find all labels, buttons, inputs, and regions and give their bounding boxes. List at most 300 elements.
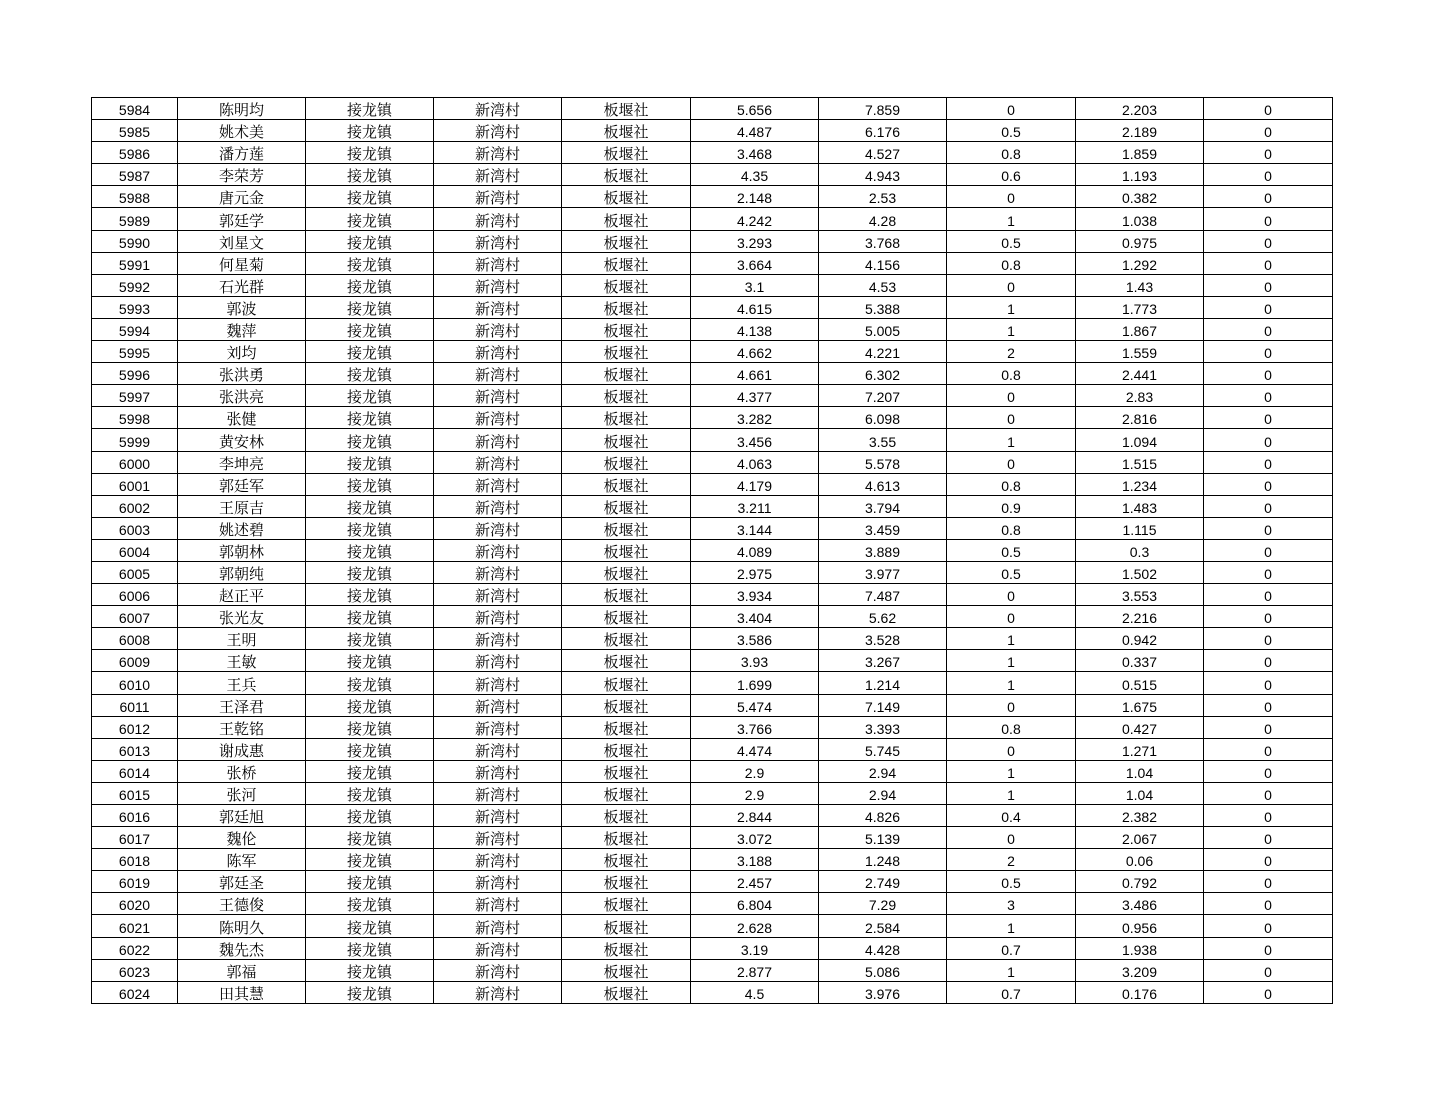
cell-value-b: 6.098	[819, 407, 947, 429]
cell-town: 接龙镇	[306, 584, 434, 606]
cell-person-name: 黄安林	[178, 429, 306, 451]
cell-person-name: 刘均	[178, 341, 306, 363]
cell-village: 新湾村	[434, 539, 562, 561]
cell-village: 新湾村	[434, 230, 562, 252]
cell-group: 板堰社	[562, 429, 691, 451]
table-row	[92, 98, 1333, 120]
cell-person-name: 李坤亮	[178, 451, 306, 473]
cell-town: 接龙镇	[306, 252, 434, 274]
table-row	[92, 782, 1333, 804]
cell-value-a: 2.844	[691, 805, 819, 827]
cell-value-a: 4.063	[691, 451, 819, 473]
cell-row-id: 5997	[92, 385, 178, 407]
cell-value-a: 3.664	[691, 252, 819, 274]
cell-value-b: 4.28	[819, 208, 947, 230]
cell-value-a: 3.1	[691, 274, 819, 296]
cell-town: 接龙镇	[306, 296, 434, 318]
cell-village: 新湾村	[434, 871, 562, 893]
cell-value-c: 1	[947, 915, 1076, 937]
cell-person-name: 王敏	[178, 650, 306, 672]
cell-value-d: 1.938	[1076, 937, 1204, 959]
table-row	[92, 274, 1333, 296]
cell-town: 接龙镇	[306, 517, 434, 539]
cell-value-d: 0.382	[1076, 186, 1204, 208]
table-row	[92, 539, 1333, 561]
cell-village: 新湾村	[434, 517, 562, 539]
cell-town: 接龙镇	[306, 827, 434, 849]
cell-value-a: 4.474	[691, 738, 819, 760]
table-row	[92, 871, 1333, 893]
table-row	[92, 672, 1333, 694]
cell-value-c: 2	[947, 341, 1076, 363]
cell-value-c: 1	[947, 650, 1076, 672]
cell-group: 板堰社	[562, 805, 691, 827]
cell-value-a: 5.474	[691, 694, 819, 716]
cell-town: 接龙镇	[306, 539, 434, 561]
cell-value-e: 0	[1204, 451, 1333, 473]
cell-person-name: 王兵	[178, 672, 306, 694]
cell-row-id: 5990	[92, 230, 178, 252]
cell-value-c: 1	[947, 208, 1076, 230]
cell-row-id: 6011	[92, 694, 178, 716]
cell-value-c: 0	[947, 738, 1076, 760]
cell-town: 接龙镇	[306, 186, 434, 208]
cell-village: 新湾村	[434, 296, 562, 318]
cell-town: 接龙镇	[306, 782, 434, 804]
cell-group: 板堰社	[562, 473, 691, 495]
table-row	[92, 849, 1333, 871]
cell-value-b: 3.889	[819, 539, 947, 561]
cell-village: 新湾村	[434, 738, 562, 760]
cell-value-c: 0.4	[947, 805, 1076, 827]
cell-value-c: 0.8	[947, 252, 1076, 274]
cell-value-a: 2.877	[691, 959, 819, 981]
cell-town: 接龙镇	[306, 142, 434, 164]
cell-town: 接龙镇	[306, 805, 434, 827]
cell-person-name: 张河	[178, 782, 306, 804]
cell-value-c: 0	[947, 827, 1076, 849]
cell-value-d: 0.176	[1076, 981, 1204, 1003]
cell-row-id: 6018	[92, 849, 178, 871]
cell-village: 新湾村	[434, 672, 562, 694]
cell-value-d: 1.04	[1076, 760, 1204, 782]
table-row	[92, 252, 1333, 274]
cell-town: 接龙镇	[306, 628, 434, 650]
cell-value-b: 5.578	[819, 451, 947, 473]
cell-village: 新湾村	[434, 451, 562, 473]
cell-value-b: 7.207	[819, 385, 947, 407]
cell-value-a: 6.804	[691, 893, 819, 915]
cell-village: 新湾村	[434, 694, 562, 716]
cell-person-name: 何星菊	[178, 252, 306, 274]
cell-value-d: 1.515	[1076, 451, 1204, 473]
cell-value-d: 0.942	[1076, 628, 1204, 650]
cell-village: 新湾村	[434, 915, 562, 937]
cell-village: 新湾村	[434, 716, 562, 738]
cell-value-c: 0.7	[947, 937, 1076, 959]
cell-village: 新湾村	[434, 584, 562, 606]
cell-town: 接龙镇	[306, 385, 434, 407]
cell-town: 接龙镇	[306, 716, 434, 738]
cell-value-b: 5.139	[819, 827, 947, 849]
cell-person-name: 谢成惠	[178, 738, 306, 760]
cell-group: 板堰社	[562, 318, 691, 340]
cell-value-e: 0	[1204, 738, 1333, 760]
table-row	[92, 142, 1333, 164]
cell-value-c: 2	[947, 849, 1076, 871]
cell-value-a: 4.138	[691, 318, 819, 340]
table-row	[92, 959, 1333, 981]
cell-person-name: 张洪亮	[178, 385, 306, 407]
cell-person-name: 张桥	[178, 760, 306, 782]
cell-value-b: 3.55	[819, 429, 947, 451]
cell-person-name: 郭廷军	[178, 473, 306, 495]
cell-group: 板堰社	[562, 186, 691, 208]
cell-value-e: 0	[1204, 760, 1333, 782]
table-row	[92, 937, 1333, 959]
cell-value-e: 0	[1204, 274, 1333, 296]
cell-value-c: 0	[947, 694, 1076, 716]
cell-value-c: 0.9	[947, 495, 1076, 517]
cell-person-name: 李荣芳	[178, 164, 306, 186]
cell-value-c: 1	[947, 429, 1076, 451]
cell-value-a: 5.656	[691, 98, 819, 120]
cell-row-id: 6020	[92, 893, 178, 915]
cell-row-id: 6007	[92, 606, 178, 628]
cell-value-d: 1.271	[1076, 738, 1204, 760]
cell-row-id: 5984	[92, 98, 178, 120]
cell-value-c: 1	[947, 959, 1076, 981]
cell-value-d: 1.234	[1076, 473, 1204, 495]
cell-person-name: 郭朝林	[178, 539, 306, 561]
cell-town: 接龙镇	[306, 407, 434, 429]
cell-village: 新湾村	[434, 341, 562, 363]
cell-row-id: 6024	[92, 981, 178, 1003]
cell-row-id: 5999	[92, 429, 178, 451]
cell-value-b: 3.794	[819, 495, 947, 517]
cell-value-a: 3.93	[691, 650, 819, 672]
cell-value-a: 3.144	[691, 517, 819, 539]
cell-value-d: 3.553	[1076, 584, 1204, 606]
cell-value-a: 4.662	[691, 341, 819, 363]
cell-row-id: 5986	[92, 142, 178, 164]
cell-group: 板堰社	[562, 650, 691, 672]
cell-person-name: 田其慧	[178, 981, 306, 1003]
cell-value-b: 2.94	[819, 782, 947, 804]
cell-person-name: 张光友	[178, 606, 306, 628]
cell-value-e: 0	[1204, 805, 1333, 827]
table-row	[92, 760, 1333, 782]
cell-group: 板堰社	[562, 208, 691, 230]
cell-value-c: 0	[947, 407, 1076, 429]
cell-group: 板堰社	[562, 782, 691, 804]
table-row	[92, 341, 1333, 363]
cell-village: 新湾村	[434, 561, 562, 583]
cell-village: 新湾村	[434, 981, 562, 1003]
cell-value-b: 5.388	[819, 296, 947, 318]
cell-value-a: 4.5	[691, 981, 819, 1003]
cell-value-e: 0	[1204, 782, 1333, 804]
cell-village: 新湾村	[434, 827, 562, 849]
cell-value-e: 0	[1204, 98, 1333, 120]
cell-value-a: 4.242	[691, 208, 819, 230]
cell-town: 接龙镇	[306, 429, 434, 451]
cell-value-e: 0	[1204, 650, 1333, 672]
cell-town: 接龙镇	[306, 672, 434, 694]
cell-town: 接龙镇	[306, 495, 434, 517]
cell-value-d: 2.83	[1076, 385, 1204, 407]
cell-village: 新湾村	[434, 959, 562, 981]
cell-value-d: 2.216	[1076, 606, 1204, 628]
table-row	[92, 495, 1333, 517]
cell-row-id: 5991	[92, 252, 178, 274]
cell-value-c: 0.8	[947, 716, 1076, 738]
cell-value-d: 2.067	[1076, 827, 1204, 849]
cell-value-d: 1.04	[1076, 782, 1204, 804]
cell-value-b: 3.528	[819, 628, 947, 650]
cell-group: 板堰社	[562, 164, 691, 186]
cell-value-b: 3.267	[819, 650, 947, 672]
cell-value-c: 0.5	[947, 561, 1076, 583]
cell-group: 板堰社	[562, 672, 691, 694]
cell-group: 板堰社	[562, 407, 691, 429]
cell-value-e: 0	[1204, 871, 1333, 893]
cell-person-name: 石光群	[178, 274, 306, 296]
cell-village: 新湾村	[434, 606, 562, 628]
cell-value-e: 0	[1204, 517, 1333, 539]
cell-row-id: 6013	[92, 738, 178, 760]
cell-town: 接龙镇	[306, 120, 434, 142]
cell-town: 接龙镇	[306, 230, 434, 252]
cell-value-d: 1.483	[1076, 495, 1204, 517]
cell-value-e: 0	[1204, 296, 1333, 318]
table-row	[92, 827, 1333, 849]
cell-row-id: 5995	[92, 341, 178, 363]
cell-person-name: 陈明久	[178, 915, 306, 937]
table-row	[92, 407, 1333, 429]
cell-person-name: 王乾铭	[178, 716, 306, 738]
cell-row-id: 6016	[92, 805, 178, 827]
cell-row-id: 6023	[92, 959, 178, 981]
table-row	[92, 451, 1333, 473]
cell-value-a: 4.487	[691, 120, 819, 142]
cell-value-b: 5.745	[819, 738, 947, 760]
cell-row-id: 5985	[92, 120, 178, 142]
cell-value-c: 0	[947, 274, 1076, 296]
cell-person-name: 郭廷圣	[178, 871, 306, 893]
cell-group: 板堰社	[562, 760, 691, 782]
cell-value-b: 4.527	[819, 142, 947, 164]
cell-village: 新湾村	[434, 164, 562, 186]
cell-row-id: 6019	[92, 871, 178, 893]
cell-person-name: 唐元金	[178, 186, 306, 208]
cell-value-b: 5.005	[819, 318, 947, 340]
cell-value-d: 2.816	[1076, 407, 1204, 429]
cell-person-name: 王明	[178, 628, 306, 650]
cell-value-e: 0	[1204, 495, 1333, 517]
cell-row-id: 6010	[92, 672, 178, 694]
table-row	[92, 893, 1333, 915]
cell-value-e: 0	[1204, 694, 1333, 716]
cell-person-name: 魏伦	[178, 827, 306, 849]
cell-row-id: 6014	[92, 760, 178, 782]
cell-value-b: 4.943	[819, 164, 947, 186]
cell-value-c: 1	[947, 672, 1076, 694]
table-row	[92, 716, 1333, 738]
cell-town: 接龙镇	[306, 871, 434, 893]
cell-value-a: 3.188	[691, 849, 819, 871]
table-row	[92, 385, 1333, 407]
cell-village: 新湾村	[434, 782, 562, 804]
cell-value-c: 1	[947, 760, 1076, 782]
cell-town: 接龙镇	[306, 98, 434, 120]
cell-person-name: 姚术美	[178, 120, 306, 142]
cell-row-id: 5996	[92, 363, 178, 385]
cell-group: 板堰社	[562, 584, 691, 606]
cell-town: 接龙镇	[306, 738, 434, 760]
cell-value-d: 0.956	[1076, 915, 1204, 937]
cell-value-c: 0.5	[947, 539, 1076, 561]
cell-group: 板堰社	[562, 849, 691, 871]
cell-value-e: 0	[1204, 473, 1333, 495]
cell-value-b: 2.584	[819, 915, 947, 937]
cell-value-b: 4.53	[819, 274, 947, 296]
cell-value-a: 3.19	[691, 937, 819, 959]
cell-value-b: 4.613	[819, 473, 947, 495]
cell-value-e: 0	[1204, 385, 1333, 407]
cell-town: 接龙镇	[306, 451, 434, 473]
cell-value-d: 0.3	[1076, 539, 1204, 561]
cell-value-a: 3.586	[691, 628, 819, 650]
cell-value-d: 1.43	[1076, 274, 1204, 296]
cell-row-id: 6022	[92, 937, 178, 959]
cell-value-a: 2.975	[691, 561, 819, 583]
table-row	[92, 473, 1333, 495]
cell-value-d: 1.859	[1076, 142, 1204, 164]
cell-group: 板堰社	[562, 252, 691, 274]
table-row	[92, 694, 1333, 716]
cell-town: 接龙镇	[306, 341, 434, 363]
cell-town: 接龙镇	[306, 164, 434, 186]
cell-value-d: 1.115	[1076, 517, 1204, 539]
cell-group: 板堰社	[562, 274, 691, 296]
cell-row-id: 6021	[92, 915, 178, 937]
cell-value-c: 0.5	[947, 230, 1076, 252]
cell-town: 接龙镇	[306, 650, 434, 672]
cell-value-a: 2.9	[691, 782, 819, 804]
table-row	[92, 517, 1333, 539]
cell-value-e: 0	[1204, 959, 1333, 981]
cell-value-c: 0.6	[947, 164, 1076, 186]
cell-value-a: 4.089	[691, 539, 819, 561]
cell-group: 板堰社	[562, 716, 691, 738]
cell-person-name: 魏萍	[178, 318, 306, 340]
cell-value-e: 0	[1204, 164, 1333, 186]
cell-value-b: 3.976	[819, 981, 947, 1003]
cell-value-c: 1	[947, 318, 1076, 340]
cell-village: 新湾村	[434, 186, 562, 208]
cell-group: 板堰社	[562, 606, 691, 628]
cell-value-e: 0	[1204, 937, 1333, 959]
cell-value-e: 0	[1204, 230, 1333, 252]
cell-value-c: 1	[947, 782, 1076, 804]
cell-value-c: 0.8	[947, 473, 1076, 495]
cell-value-a: 2.457	[691, 871, 819, 893]
cell-group: 板堰社	[562, 893, 691, 915]
cell-value-b: 3.977	[819, 561, 947, 583]
table-row	[92, 606, 1333, 628]
cell-value-b: 7.859	[819, 98, 947, 120]
cell-value-e: 0	[1204, 208, 1333, 230]
cell-row-id: 5998	[92, 407, 178, 429]
cell-value-d: 3.486	[1076, 893, 1204, 915]
cell-row-id: 6012	[92, 716, 178, 738]
cell-value-e: 0	[1204, 893, 1333, 915]
cell-group: 板堰社	[562, 738, 691, 760]
cell-value-e: 0	[1204, 981, 1333, 1003]
cell-value-d: 2.203	[1076, 98, 1204, 120]
cell-town: 接龙镇	[306, 473, 434, 495]
cell-value-d: 1.559	[1076, 341, 1204, 363]
cell-town: 接龙镇	[306, 606, 434, 628]
cell-value-d: 0.06	[1076, 849, 1204, 871]
cell-value-e: 0	[1204, 363, 1333, 385]
cell-village: 新湾村	[434, 495, 562, 517]
cell-group: 板堰社	[562, 363, 691, 385]
cell-value-c: 0.7	[947, 981, 1076, 1003]
cell-value-a: 3.934	[691, 584, 819, 606]
cell-village: 新湾村	[434, 760, 562, 782]
cell-value-c: 0.8	[947, 142, 1076, 164]
cell-value-a: 2.148	[691, 186, 819, 208]
cell-value-e: 0	[1204, 318, 1333, 340]
cell-value-e: 0	[1204, 120, 1333, 142]
cell-value-c: 0.5	[947, 120, 1076, 142]
cell-value-e: 0	[1204, 429, 1333, 451]
cell-town: 接龙镇	[306, 981, 434, 1003]
data-table	[91, 97, 1333, 1004]
cell-row-id: 6005	[92, 561, 178, 583]
cell-value-c: 1	[947, 628, 1076, 650]
cell-group: 板堰社	[562, 981, 691, 1003]
cell-row-id: 6006	[92, 584, 178, 606]
cell-group: 板堰社	[562, 385, 691, 407]
cell-person-name: 潘方莲	[178, 142, 306, 164]
cell-town: 接龙镇	[306, 694, 434, 716]
cell-town: 接龙镇	[306, 561, 434, 583]
cell-person-name: 郭波	[178, 296, 306, 318]
table-row	[92, 318, 1333, 340]
cell-row-id: 6002	[92, 495, 178, 517]
cell-village: 新湾村	[434, 363, 562, 385]
cell-person-name: 陈明均	[178, 98, 306, 120]
cell-value-d: 2.382	[1076, 805, 1204, 827]
cell-value-c: 0	[947, 186, 1076, 208]
cell-village: 新湾村	[434, 429, 562, 451]
cell-value-a: 3.468	[691, 142, 819, 164]
cell-value-b: 3.459	[819, 517, 947, 539]
table-row	[92, 981, 1333, 1003]
cell-row-id: 5994	[92, 318, 178, 340]
cell-town: 接龙镇	[306, 849, 434, 871]
cell-value-c: 0	[947, 385, 1076, 407]
cell-town: 接龙镇	[306, 318, 434, 340]
cell-row-id: 5988	[92, 186, 178, 208]
cell-village: 新湾村	[434, 937, 562, 959]
cell-value-a: 2.628	[691, 915, 819, 937]
cell-value-b: 3.768	[819, 230, 947, 252]
cell-value-d: 0.427	[1076, 716, 1204, 738]
